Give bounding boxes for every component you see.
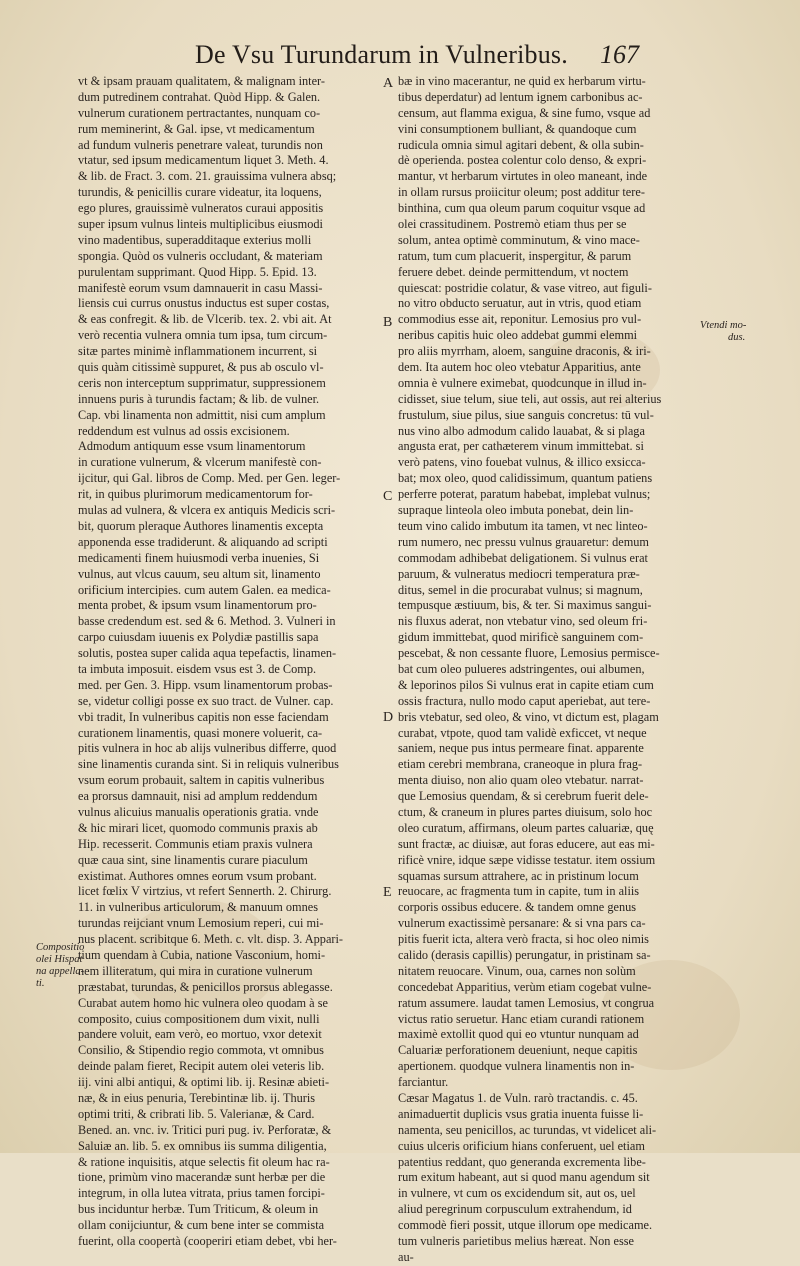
left-column-line: rum meminerint, & Gal. ipse, vt medicamentum [78, 121, 315, 136]
right-column-line: ossis fractura, nullo modo caput aperiebat, aut tere- [398, 693, 651, 708]
right-column-line: ditus, semel in die procurabat vulnus; si magnum, [398, 582, 643, 597]
right-column-line: calido (derasis capillis) perungatur, in pristinam sa- [398, 947, 651, 962]
right-column-line: nitatem reuocare. Vinum, oua, carnes non solùm [398, 963, 636, 978]
left-column-line: præstabat, turundas, & penicillos prorsus ablegasse. [78, 979, 333, 994]
right-column-line: menta diuiso, non alio quam oleo vtebatur. narrat- [398, 773, 644, 788]
left-column-line: composito, cuius compositionem dum vixit, nulli [78, 1011, 320, 1026]
left-column-line: spongia. Quòd os vulneris occludant, & materiam [78, 248, 323, 263]
right-column-line: aliud peregrinum corpusculum extrahendum, id [398, 1202, 632, 1217]
margin-note-right [700, 320, 746, 344]
right-column-line: oleo curatum, affirmans, oleum partes caluariæ, quę [398, 820, 654, 835]
right-column-line: cuius ulceris orificium hians conferuent, uel etiam [398, 1138, 645, 1153]
left-column-line: dum putredinem contrahat. Quòd Hipp. & Galen. [78, 89, 321, 104]
left-column-line: pandere voluit, eam verò, eo mortuo, vxor detexit [78, 1027, 322, 1042]
left-column-line: super ipsum vulnus linteis multiplicibus eiusmodi [78, 217, 323, 232]
right-column-line: tum vulneris parietibus melius hæreat. Non esse [398, 1234, 634, 1249]
left-column-line: deinde palam fieret, Recipit autem olei veteris lib. [78, 1059, 325, 1074]
left-column-line: vsum eorum probauit, saltem in capitis vulneribus [78, 773, 325, 788]
left-column-line: reddendum est vulnus ad ossis excisionem. [78, 423, 290, 438]
right-column-line: dè operienda. postea colentur colo denso, & expri- [398, 153, 647, 168]
page-title: De Vsu Turundarum in Vulneribus. [195, 40, 568, 69]
left-column-line: Consilio, & Stipendio regio commota, vt omnibus [78, 1043, 324, 1058]
right-column-line: etiam cerebri membrana, craneoque in plura frag- [398, 757, 643, 772]
right-column-line: commodè fieri possit, utque illorum ope medicame. [398, 1218, 653, 1233]
margin-note-line: ti. [36, 978, 45, 989]
left-column-line: mulas ad vulnera, & vlcera ex antiquis Medicis scri- [78, 503, 336, 518]
right-column [398, 74, 693, 1266]
right-column-line: perferre poterat, paratum habebat, implebat vulnus; [398, 487, 651, 502]
section-marker-a: A [383, 76, 394, 91]
left-column-line: medicamenti finem huiusmodi verba inuenies, Si [78, 550, 320, 565]
margin-note-line: na appella- [36, 966, 85, 977]
left-column-line: vt & ipsam prauam qualitatem, & malignam inter- [78, 74, 325, 88]
left-column-line: optimi triti, & cribrati lib. 5. Valerianæ, & Card. [78, 1106, 315, 1121]
left-column-line: ea prorsus damnauit, nisi ad amplum reddendum [78, 789, 318, 804]
left-column-line: innuens puris à turundis factam; & lib. de vulner. [78, 391, 320, 406]
left-column-line: licet fœlix V virtzius, vt refert Sennerth. 2. Chirurg. [78, 884, 332, 899]
left-column [78, 74, 380, 1250]
right-column-line: rum numero, nec pressu vulnus grauaretur: demum [398, 534, 649, 549]
left-column-line: vulnerum curationem pertractantes, nunquam co- [78, 105, 321, 120]
left-column-line: apponenda esse tradiderunt. & aliquando ad scripti [78, 534, 328, 549]
left-column-line: verò recentia vulnera omnia tum ipsa, tum circum- [78, 328, 328, 343]
left-column-line: purulentam supprimant. Quod Hipp. 5. Epid. 13. [78, 264, 317, 279]
right-column-line: ratum, tum cum placuerit, inspergitur, & parum [398, 248, 632, 263]
right-column-line: bæ in vino macerantur, ne quid ex herbarum virtu- [398, 74, 646, 88]
right-column-line: solum, antea optimè comminutum, & vino mace- [398, 232, 640, 247]
right-column-line: commodius esse ait, reponitur. Lemosius pro vul- [398, 312, 642, 327]
right-column-line: rum exitum habeant, aut si quod manu agendum sit [398, 1170, 650, 1185]
left-column-line: existimat. Authores omnes eorum vsum probant. [78, 868, 317, 883]
right-column-line: pescebat, & non cessante fluore, Lemosius permisce- [398, 646, 660, 661]
right-column-line: binthina, cum qua oleum parum coquitur vsque ad [398, 201, 646, 216]
right-column-line: pitis fuerit icta, altera verò fracta, si hoc oleo nimis [398, 932, 649, 947]
left-column-line: sine linamentis curanda sint. Si in reliquis vulneribus [78, 757, 339, 772]
left-column-line: tione, primùm vino macerandæ sunt herbæ per die [78, 1170, 326, 1185]
right-column-line: supraque linteola oleo imbuta ponebat, dein lin- [398, 503, 634, 518]
left-column-line: se, videtur colligi posse ex suo tract. de Vulner. cap. [78, 693, 334, 708]
right-column-line: pro aliis myrrham, aloem, sanguine draconis, & iri- [398, 344, 651, 359]
right-column-line: verò patens, vino fouebat vulnus, & illico exsicca- [398, 455, 646, 470]
left-column-line: Bened. an. vnc. iv. Tritici puri pug. iv. Perforatæ, & [78, 1122, 332, 1137]
left-column-line: tium quendam à Cubia, natione Vasconium, homi- [78, 947, 326, 962]
right-column-line: cidisset, siue telum, siue teli, aut ossis, aut rei alterius [398, 391, 662, 406]
right-column-line: patentius reddant, quo generanda excrementa libe- [398, 1154, 646, 1169]
margin-note-line: Compositio [36, 942, 85, 953]
left-column-line: Curabat autem homo hic vulnera oleo quodam à se [78, 995, 328, 1010]
left-column-line: vino madentibus, superadditaque exterius molli [78, 232, 312, 247]
right-column-line: bris vtebatur, sed oleo, & vino, vt dictum est, plagam [398, 709, 659, 724]
left-column-line: næ, & in eius penuria, Terebintinæ lib. ij. Thuris [78, 1091, 316, 1105]
right-column-line: commodam adhibebat deligationem. Si vulnus erat [398, 550, 648, 565]
left-column-line: rit, in quibus plurimorum medicamentorum for- [78, 487, 313, 502]
right-column-line: Caluariæ perforationem deueniunt, neque capitis [398, 1043, 638, 1058]
right-column-line: no vitro obducto seruatur, aut in vtris, quod etiam [398, 296, 642, 311]
right-column-line: bat cum oleo pulueres adstringentes, oui albumen, [398, 661, 645, 676]
left-column-line: vbi tradit, In vulneribus capitis non esse faciendam [78, 709, 329, 724]
left-column-line: Hip. recesserit. Communis etiam praxis vulnera [78, 836, 313, 851]
right-column-line: victus ratio seruetur. Hanc etiam curandi rationem [398, 1011, 645, 1026]
right-column-line: tempusque æstiuum, bis, & ter. Si maximus sangui- [398, 598, 652, 613]
right-column-line: quiescat: postridie colatur, & vase vitreo, aut figuli- [398, 280, 652, 295]
right-column-line: vulnerum exactissimè persanare: & si vna pars ca- [398, 916, 646, 931]
left-column-line: turundas reijciant vnum Lemosium reperi, cui mi- [78, 916, 324, 931]
right-column-line: ctum, & craneum in plures partes diuisum, solo hoc [398, 804, 653, 819]
running-header [0, 40, 800, 74]
right-column-line: saniem, neque pus intus permeare finat. apparente [398, 741, 644, 756]
right-column-line: angusta erat, per cathæterem vinum immittebat. si [398, 439, 644, 454]
left-column-line: 11. in vulneribus articulorum, & manuum omnes [78, 900, 318, 915]
section-marker-c: C [383, 489, 393, 504]
margin-note-line: Vtendi mo- [700, 320, 747, 331]
right-column-line: gidum immittebat, quod mirificè sanguinem com- [398, 630, 644, 645]
margin-note-line: olei Hispat [36, 954, 83, 965]
left-column-line: vulnus, aut vlcus cauum, seu altum sit, linamento [78, 566, 321, 581]
left-column-line: pitis vulnera in hoc ab alijs vulneribus differre, quod [78, 741, 337, 756]
left-column-line: carpo cuiusdam iuuenis ex Polydiæ pastillis sapa [78, 630, 319, 645]
right-column-line: namenta, seu penicillos, ac turundas, vt videlicet ali- [398, 1122, 657, 1137]
right-column-line: reuocare, ac fragmenta tum in capite, tum in aliis [398, 884, 640, 899]
left-column-line: vulnus alicuius manualis operationis gratia. vnde [78, 804, 319, 819]
left-column-line: Admodum antiquum esse vsum linamentorum [78, 439, 306, 454]
left-column-line: in curatione vulnerum, & vlcerum manifestè con- [78, 455, 322, 470]
right-column-line: sunt fractæ, ac diuisæ, aut foras educere, aut eas mi- [398, 836, 655, 851]
right-column-line: frustulum, siue pilus, siue sanguis concretus: tū vul- [398, 407, 654, 422]
left-column-line: fuerint, olla coopertà (cooperiri etiam debet, vbi her- [78, 1234, 337, 1249]
left-column-line: & hic mirari licet, quomodo communis praxis ab [78, 820, 318, 835]
left-column-line: nem illiteratum, qui mira in curatione vulnerum [78, 963, 313, 978]
right-column-line: dem. Ita autem hoc oleo vtebatur Apparitius, ante [398, 360, 641, 375]
left-column-line: bit, quorum pleraque Authores linamentis excepta [78, 518, 324, 533]
right-column-line: nus vino albo admodum calido lauabat, & si plaga [398, 423, 645, 438]
right-column-line: rudicula omnia simul agitari debent, & olla subin- [398, 137, 644, 152]
right-column-line: censum, aut flamma exigua, & sine fumo, vsque ad [398, 105, 651, 120]
section-marker-b: B [383, 315, 393, 330]
right-column-line: mantur, vt herbarum virtutes in oleo maneant, inde [398, 169, 648, 184]
left-column-line: menta probet, & ipsum vsum linamentorum pro- [78, 598, 317, 613]
right-column-line: ratum assumere. laudat tamen Lemosius, vt congrua [398, 995, 655, 1010]
right-column-line: in vulnere, vt cum os excidendum sit, aut os, uel [398, 1186, 636, 1201]
right-column-line: paruum, & vulneratus mediocri temperatura præ- [398, 566, 640, 581]
left-column-line: ollam conijciuntur, & cum bene inter se commista [78, 1218, 325, 1233]
section-marker-e: E [383, 885, 392, 900]
left-column-line: ijcitur, qui Gal. libros de Comp. Med. per Gen. leger- [78, 471, 341, 486]
right-column-line: in ollam rursus proiicitur oleum; post additur tere- [398, 185, 645, 200]
right-column-line: corporis ossibus educere. & tandem omne genus [398, 900, 637, 915]
left-column-line: iij. vini albi antiqui, & optimi lib. ij. Resinæ abieti- [78, 1075, 330, 1090]
right-column-line: Cæsar Magatus 1. de Vuln. rarò tractandis. c. 45. [398, 1091, 638, 1105]
right-column-line: neribus capitis huic oleo addebat gummi elemmi [398, 328, 638, 343]
left-column-line: ta imbuta imposuit. eisdem vsus est 3. de Comp. [78, 661, 317, 676]
left-column-line: liensis cui currus onustus inductus est super costas, [78, 296, 330, 311]
right-column-line: farciantur. [398, 1075, 449, 1090]
left-column-line: bus inciduntur herbæ. Tum Triticum, & oleum in [78, 1202, 319, 1217]
right-column-line: rificè vnire, idque sæpe vidisse testatur. item ossium [398, 852, 656, 867]
left-column-line: turundis, & penicillis curare videatur, ita loquens, [78, 185, 322, 200]
left-column-line: basse credendum est. sed & 6. Method. 3. Vulneri in [78, 614, 336, 629]
left-column-line: vtatur, sed ipsum medicamentum liquet 3. Meth. 4. [78, 153, 329, 168]
left-column-line: nus placent. scribitque 6. Meth. c. vlt. disp. 3. Appari- [78, 932, 344, 947]
margin-note-line: dus. [728, 332, 746, 343]
left-column-line: curationem linamentis, quasi monere voluerit, ca- [78, 725, 323, 740]
left-column-line: sitæ partes minimè inflammationem incurrent, si [78, 344, 318, 359]
left-column-line: solutis, postea super calida aqua tepefactis, linamen- [78, 646, 337, 661]
right-column-line: feruere debet. deinde permittendum, vt noctem [398, 264, 629, 279]
right-column-line: squamas sursum attrahere, ac in pristinum locum [398, 868, 639, 883]
right-column-line: bat; mox oleo, quod calidissimum, quantum patiens [398, 471, 653, 486]
right-column-line: omnia è vulnere eximebat, quodcunque in illud in- [398, 375, 647, 390]
left-column-line: ceris non interceptum supprimatur, suppressionem [78, 375, 326, 390]
right-column-line: apertionem. quodque vulnera linamentis non in- [398, 1059, 635, 1074]
left-column-line: quæ caua sint, sine linamentis curare piaculum [78, 852, 308, 867]
right-column-line: curabat, vtpote, quod tam validè exficcet, vt neque [398, 725, 647, 740]
left-column-line: & ratione inquisitis, atque selectis fit oleum hac ra- [78, 1154, 330, 1169]
left-column-line: med. per Gen. 3. Hipp. vsum linamentorum probas- [78, 677, 333, 692]
left-column-line: quis quàm citissimè suppuret, & pus ab osculo vl- [78, 360, 324, 375]
right-column-line: olei crassitudinem. Postremò etiam thus per se [398, 217, 627, 232]
right-column-line: tibus deperdatur) ad lentum ignem carbonibus ac- [398, 89, 643, 104]
right-column-line: maximè extollit quod qui eo vtuntur nunquam ad [398, 1027, 639, 1042]
section-marker-d: D [383, 710, 394, 725]
left-column-line: orificium intercipies. cum autem Galen. ea medica- [78, 582, 331, 597]
left-column-line: ad fundum vulneris penetrare valeat, turundis non [78, 137, 323, 152]
right-column-line: vini consumptionem bulliant, & quandoque cum [398, 121, 637, 136]
left-column-line: Cap. vbi linamenta non admittit, nisi cum amplum [78, 407, 326, 422]
left-column-line: ego plures, grauissimè vulneratos curaui appositis [78, 201, 324, 216]
right-column-line: au- [398, 1249, 414, 1264]
left-column-line: integrum, in olla lutea vitrata, prius tamen forcipi- [78, 1186, 325, 1201]
right-column-line: concedebat Apparitius, verùm etiam cogebat vulne- [398, 979, 652, 994]
left-column-line: Saluiæ an. lib. 5. ex omnibus iis summa diligentia, [78, 1138, 327, 1153]
left-column-line: manifestè eorum vsum damnauerit in casu Massi- [78, 280, 323, 295]
left-column-line: & lib. de Fract. 3. com. 21. grauissima vulnera absq; [78, 169, 337, 184]
right-column-line: teum vino calido imbutum ita tamen, vt nec linteo- [398, 518, 648, 533]
right-column-line: que Lemosius quendam, & si cerebrum fuerit dele- [398, 789, 649, 804]
page-number: 167 [600, 40, 639, 69]
right-column-line: animaduertit duplicis vsus gratia inuenta fuisse li- [398, 1106, 644, 1121]
right-column-line: nis fluxus aderat, non vtebatur vino, sed oleum fri- [398, 614, 648, 629]
left-column-line: & eas confregit. & lib. de Vlcerib. tex. 2. vbi ait. At [78, 312, 332, 327]
right-column-line: & leporinos pilos Si vulnus erat in capite etiam cum [398, 677, 654, 692]
margin-note-left [36, 942, 84, 990]
